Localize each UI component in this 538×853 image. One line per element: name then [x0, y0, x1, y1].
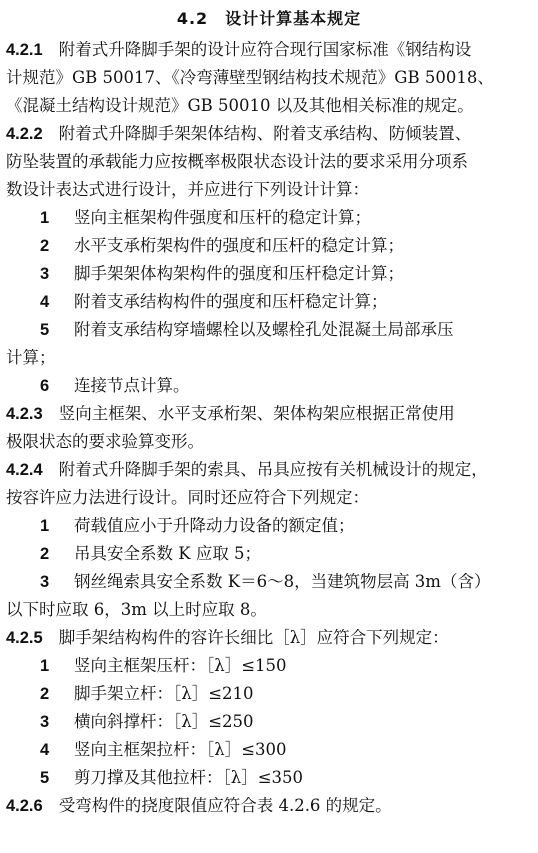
list-item: 5 附着支承结构穿墙螺栓以及螺栓孔处混凝土局部承压 — [40, 320, 454, 339]
clause-4-2-1-line-3: 《混凝土结构设计规范》GB 50010 以及其他相关标准的规定。 — [6, 96, 474, 115]
clause-number: 4.2.3 — [6, 405, 43, 423]
list-item-continuation: 以下时应取 6，3m 以上时应取 8。 — [6, 600, 267, 619]
clause-number: 4.2.2 — [6, 125, 43, 143]
clause-number: 4.2.5 — [6, 629, 43, 647]
clause-4-2-2-line-1: 4.2.2 附着式升降脚手架架体结构、附着支承结构、防倾装置、 — [6, 124, 472, 143]
clause-4-2-1-line-2: 计规范》GB 50017、《冷弯薄壁型钢结构技术规范》GB 50018、 — [6, 68, 494, 87]
list-item: 3 横向斜撑杆：［λ］≤250 — [40, 712, 254, 731]
list-item: 4 附着支承结构构件的强度和压杆稳定计算； — [40, 292, 388, 311]
clause-4-2-2-line-3: 数设计表达式进行设计，并应进行下列设计计算： — [6, 180, 369, 199]
list-item: 1 荷载值应小于升降动力设备的额定值； — [40, 516, 355, 535]
list-item: 5 剪刀撑及其他拉杆：［λ］≤350 — [40, 768, 304, 787]
clause-4-2-4-line-2: 按容许应力法进行设计。同时还应符合下列规定： — [6, 488, 369, 507]
list-item: 2 吊具安全系数 K 应取 5； — [40, 544, 262, 563]
clause-number: 4.2.6 — [6, 797, 43, 815]
list-item: 1 竖向主框架构件强度和压杆的稳定计算； — [40, 208, 371, 227]
list-item-continuation: 计算； — [6, 348, 56, 367]
clause-4-2-1-line-1: 4.2.1 附着式升降脚手架的设计应符合现行国家标准《钢结构设 — [6, 40, 472, 59]
clause-number: 4.2.4 — [6, 461, 43, 479]
clause-4-2-3-line-1: 4.2.3 竖向主框架、水平支承桁架、架体构架应根据正常使用 — [6, 404, 455, 423]
list-item: 2 脚手架立杆：［λ］≤210 — [40, 684, 254, 703]
clause-4-2-4-line-1: 4.2.4 附着式升降脚手架的索具、吊具应按有关机械设计的规定， — [6, 460, 488, 479]
list-item: 3 脚手架架体构架构件的强度和压杆稳定计算； — [40, 264, 404, 283]
list-item: 3 钢丝绳索具安全系数 K＝6～8，当建筑物层高 3m（含） — [40, 572, 491, 591]
clause-4-2-2-line-2: 防坠装置的承载能力应按概率极限状态设计法的要求采用分项系 — [6, 152, 468, 171]
list-item: 1 竖向主框架压杆：［λ］≤150 — [40, 656, 287, 675]
clause-4-2-6-line-1: 4.2.6 受弯构件的挠度限值应符合表 4.2.6 的规定。 — [6, 796, 392, 815]
clause-4-2-3-line-2: 极限状态的要求验算变形。 — [6, 432, 204, 451]
list-item: 2 水平支承桁架构件的强度和压杆的稳定计算； — [40, 236, 404, 255]
list-item: 6 连接节点计算。 — [40, 376, 190, 395]
section-title: 4.2 设计计算基本规定 — [176, 9, 362, 28]
list-item: 4 竖向主框架拉杆：［λ］≤300 — [40, 740, 287, 759]
clause-4-2-5-line-1: 4.2.5 脚手架结构构件的容许长细比［λ］应符合下列规定： — [6, 628, 449, 647]
clause-number: 4.2.1 — [6, 41, 43, 59]
